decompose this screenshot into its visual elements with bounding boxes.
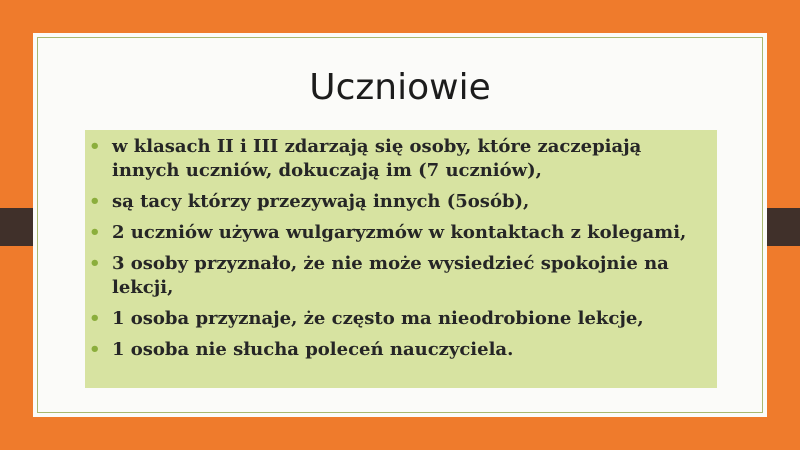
bullet-icon: • <box>89 191 101 212</box>
bullet-text: w klasach II i III zdarzają się osoby, które zaczepiają innych uczniów, dokuczają im (7 uczniów), <box>112 136 642 181</box>
bullet-icon: • <box>89 136 101 157</box>
bullet-item <box>85 307 715 331</box>
bullet-text: 1 osoba przyznaje, że często ma nieodrobione lekcje, <box>112 308 644 329</box>
bullet-item <box>85 190 715 214</box>
bullet-item <box>85 221 715 245</box>
bullet-text: są tacy którzy przezywają innych (5osób), <box>112 191 530 212</box>
bullet-item <box>85 252 715 300</box>
bullet-text: 1 osoba nie słucha poleceń nauczyciela. <box>112 339 514 360</box>
bullet-icon: • <box>89 253 101 274</box>
bullet-icon: • <box>89 222 101 243</box>
bullet-list <box>85 135 715 369</box>
bullet-item <box>85 338 715 362</box>
slide-title: Uczniowie <box>309 67 491 108</box>
bullet-item <box>85 135 715 183</box>
bullet-icon: • <box>89 308 101 329</box>
bullet-text: 3 osoby przyznało, że nie może wysiedzieć spokojnie na lekcji, <box>112 253 669 298</box>
bullet-text: 2 uczniów używa wulgaryzmów w kontaktach z kolegami, <box>112 222 687 243</box>
bullet-icon: • <box>89 339 101 360</box>
